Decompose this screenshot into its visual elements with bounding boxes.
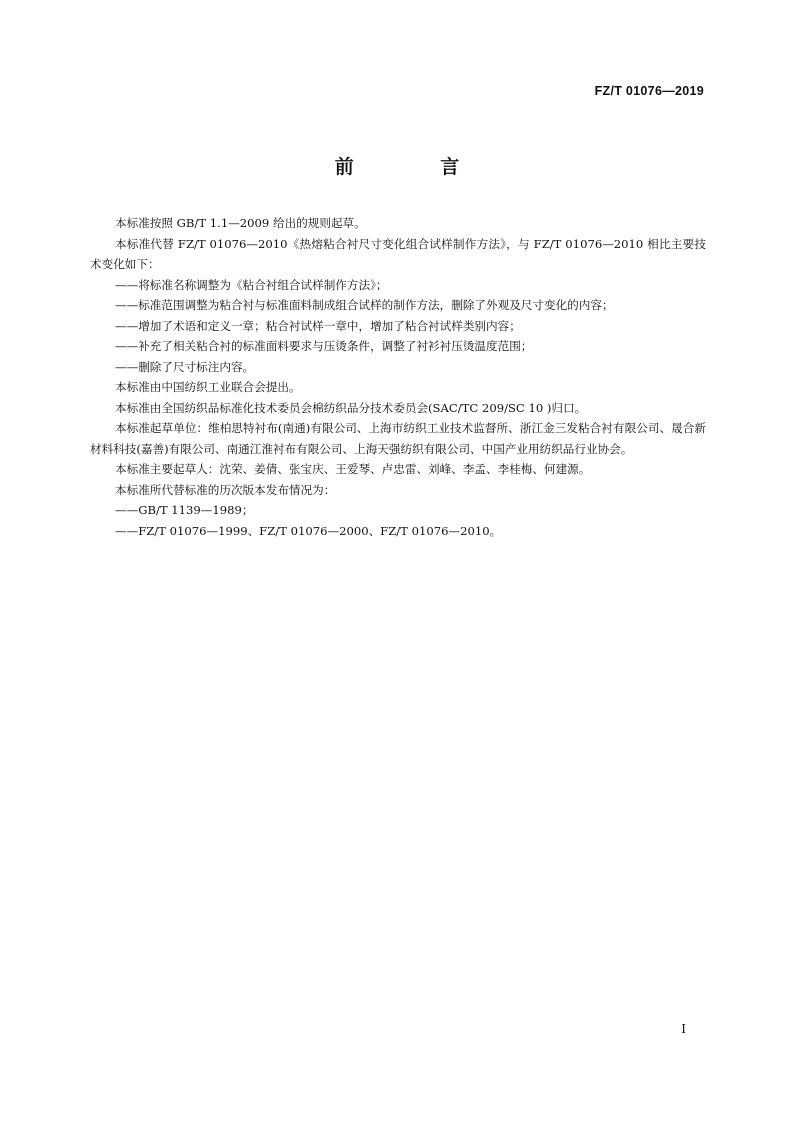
page-title: 前 言 — [334, 156, 500, 178]
change-item: ——将标准名称调整为《粘合衬组合试样制作方法》； — [115, 277, 388, 292]
page-number: I — [681, 1022, 686, 1036]
paragraph-drafting-units: 本标准起草单位：维柏思特衬布(南通)有限公司、上海市纺织工业技术监督所、浙江金三发粘合衬有限公司、晟合新材料科技(嘉善)有限公司、南通江淮衬布有限公司、上海天强纺织有限公司、中国产业用纺织品行业协会。 — [90, 421, 706, 456]
change-item: ——补充了相关粘合衬的标准面料要求与压烫条件，调整了衬衫衬压烫温度范围； — [115, 339, 533, 353]
paragraph-proposer: 本标准由中国纺织工业联合会提出。 — [115, 380, 301, 394]
change-item: ——标准范围调整为粘合衬与标准面料制成组合试样的制作方法，删除了外观及尺寸变化的内容； — [115, 298, 614, 312]
paragraph-history-intro: 本标准所代替标准的历次版本发布情况为： — [115, 482, 336, 497]
change-item: ——增加了术语和定义一章；粘合衬试样一章中，增加了粘合衬试样类别内容； — [115, 318, 521, 333]
paragraph-replacement: 本标准代替 FZ/T 01076—2010《热熔粘合衬尺寸变化组合试样制作方法》，与 FZ/T 01076—2010 相比主要技术变化如下： — [90, 236, 706, 271]
history-item: ——GB/T 1139—1989； — [115, 503, 254, 517]
paragraph-jurisdiction: 本标准由全国纺织品标准化技术委员会棉纺织品分技术委员会(SAC/TC 209/SC 10 )归口。 — [115, 400, 587, 415]
foreword-body — [90, 213, 706, 541]
standard-code: FZ/T 01076—2019 — [594, 84, 704, 98]
paragraph-drafters: 本标准主要起草人：沈荣、姜倩、张宝庆、王爱琴、卢忠雷、刘峰、李孟、李桂梅、何建源。 — [115, 462, 591, 476]
history-item: ——FZ/T 01076—1999、FZ/T 01076—2000、FZ/T 01076—2010。 — [115, 523, 502, 538]
change-item: ——删除了尺寸标注内容。 — [115, 359, 255, 374]
paragraph-drafting-rules: 本标准按照 GB/T 1.1—2009 给出的规则起草。 — [115, 216, 366, 230]
